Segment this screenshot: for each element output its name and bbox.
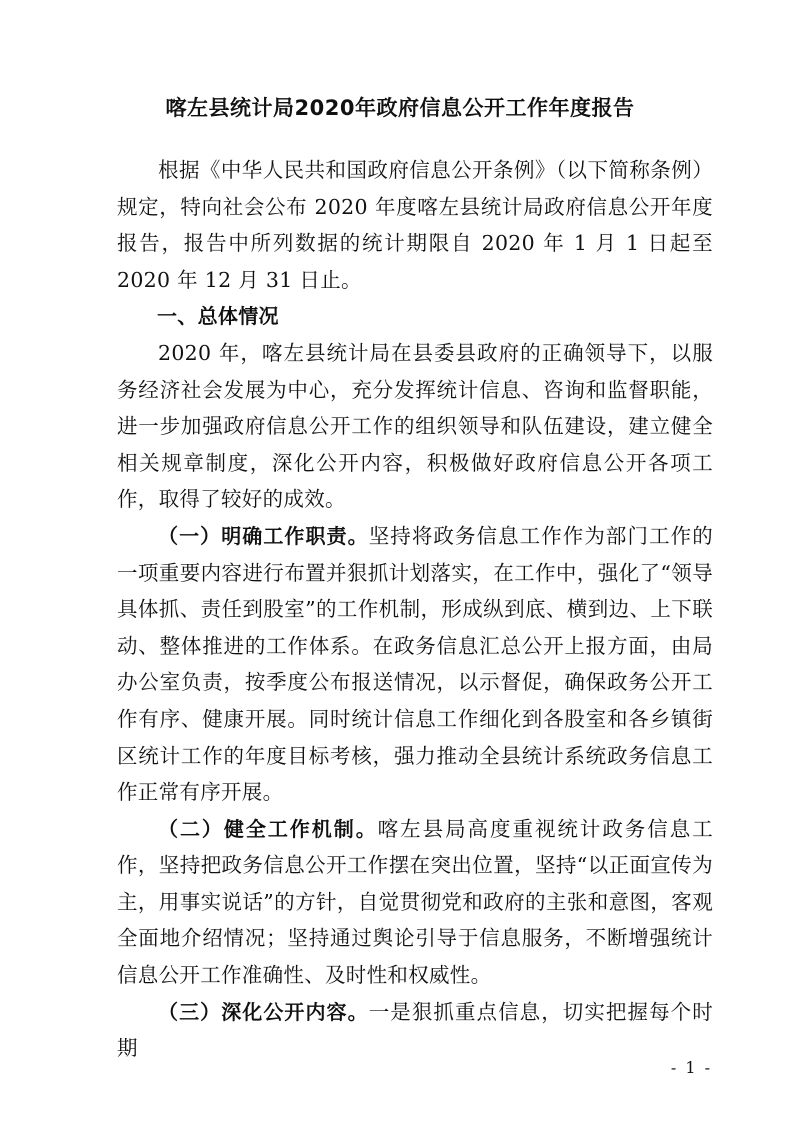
section-heading-overview: 一、总体情况 xyxy=(157,304,279,329)
item-lead-content: （三）深化公开内容。 xyxy=(158,999,369,1024)
item-paragraph-content xyxy=(117,994,713,1067)
document-title: 喀左县统计局2020年政府信息公开工作年度报告 xyxy=(165,96,635,120)
item-lead-responsibilities: （一）明确工作职责。 xyxy=(158,523,369,548)
item-lead-mechanism: （二）健全工作机制。 xyxy=(158,816,378,841)
item-text-responsibilities: 坚持将政务信息工作作为部门工作的一项重要内容进行布置并狠抓计划落实，在工作中，强化了“领导具体抓、责任到股室”的工作机制，形成纵到底、横到边、上下联动、整体推进的工作体系。在政务信息汇总公开上报方面，由局办公室负责，按季度公布报送情况，以示督促，确保政务公开工作有序、健康开展。同时统计信息工作细化到各股室和各乡镇街区统计工作的年度目标考核，强力推动全县统计系统政务信息工作正常有序开展。 xyxy=(117,523,713,805)
item-text-mechanism: 喀左县局高度重视统计政务信息工作，坚持把政务信息公开工作摆在突出位置，坚持“以正面宣传为主，用事实说话”的方针，自觉贯彻党和政府的主张和意图，客观全面地介绍情况；坚持通过舆论引导于信息服务，不断增强统计信息公开工作准确性、及时性和权威性。 xyxy=(117,816,714,988)
item-text-content: 一是狠抓重点信息，切实把握每个时期 xyxy=(117,999,713,1061)
overview-paragraph: 2020 年，喀左县统计局在县委县政府的正确领导下，以服务经济社会发展为中心，充分发挥统计信息、咨询和监督职能，进一步加强政府信息公开工作的组织领导和队伍建设，建立健全相关规章制度，深化公开内容，积极做好政府信息公开各项工作，取得了较好的成效。 xyxy=(117,340,713,512)
document-body xyxy=(117,152,713,1067)
page-number: - 1 - xyxy=(670,1058,712,1077)
item-paragraph-mechanism xyxy=(117,811,713,994)
intro-paragraph: 根据《中华人民共和国政府信息公开条例》（以下简称条例）规定，特向社会公布 2020 年度喀左县统计局政府信息公开年度报告，报告中所列数据的统计期限自 2020 年 1 月 1 日起至 2020 年 12 月 31 日止。 xyxy=(117,158,713,292)
item-paragraph-responsibilities xyxy=(117,518,713,811)
